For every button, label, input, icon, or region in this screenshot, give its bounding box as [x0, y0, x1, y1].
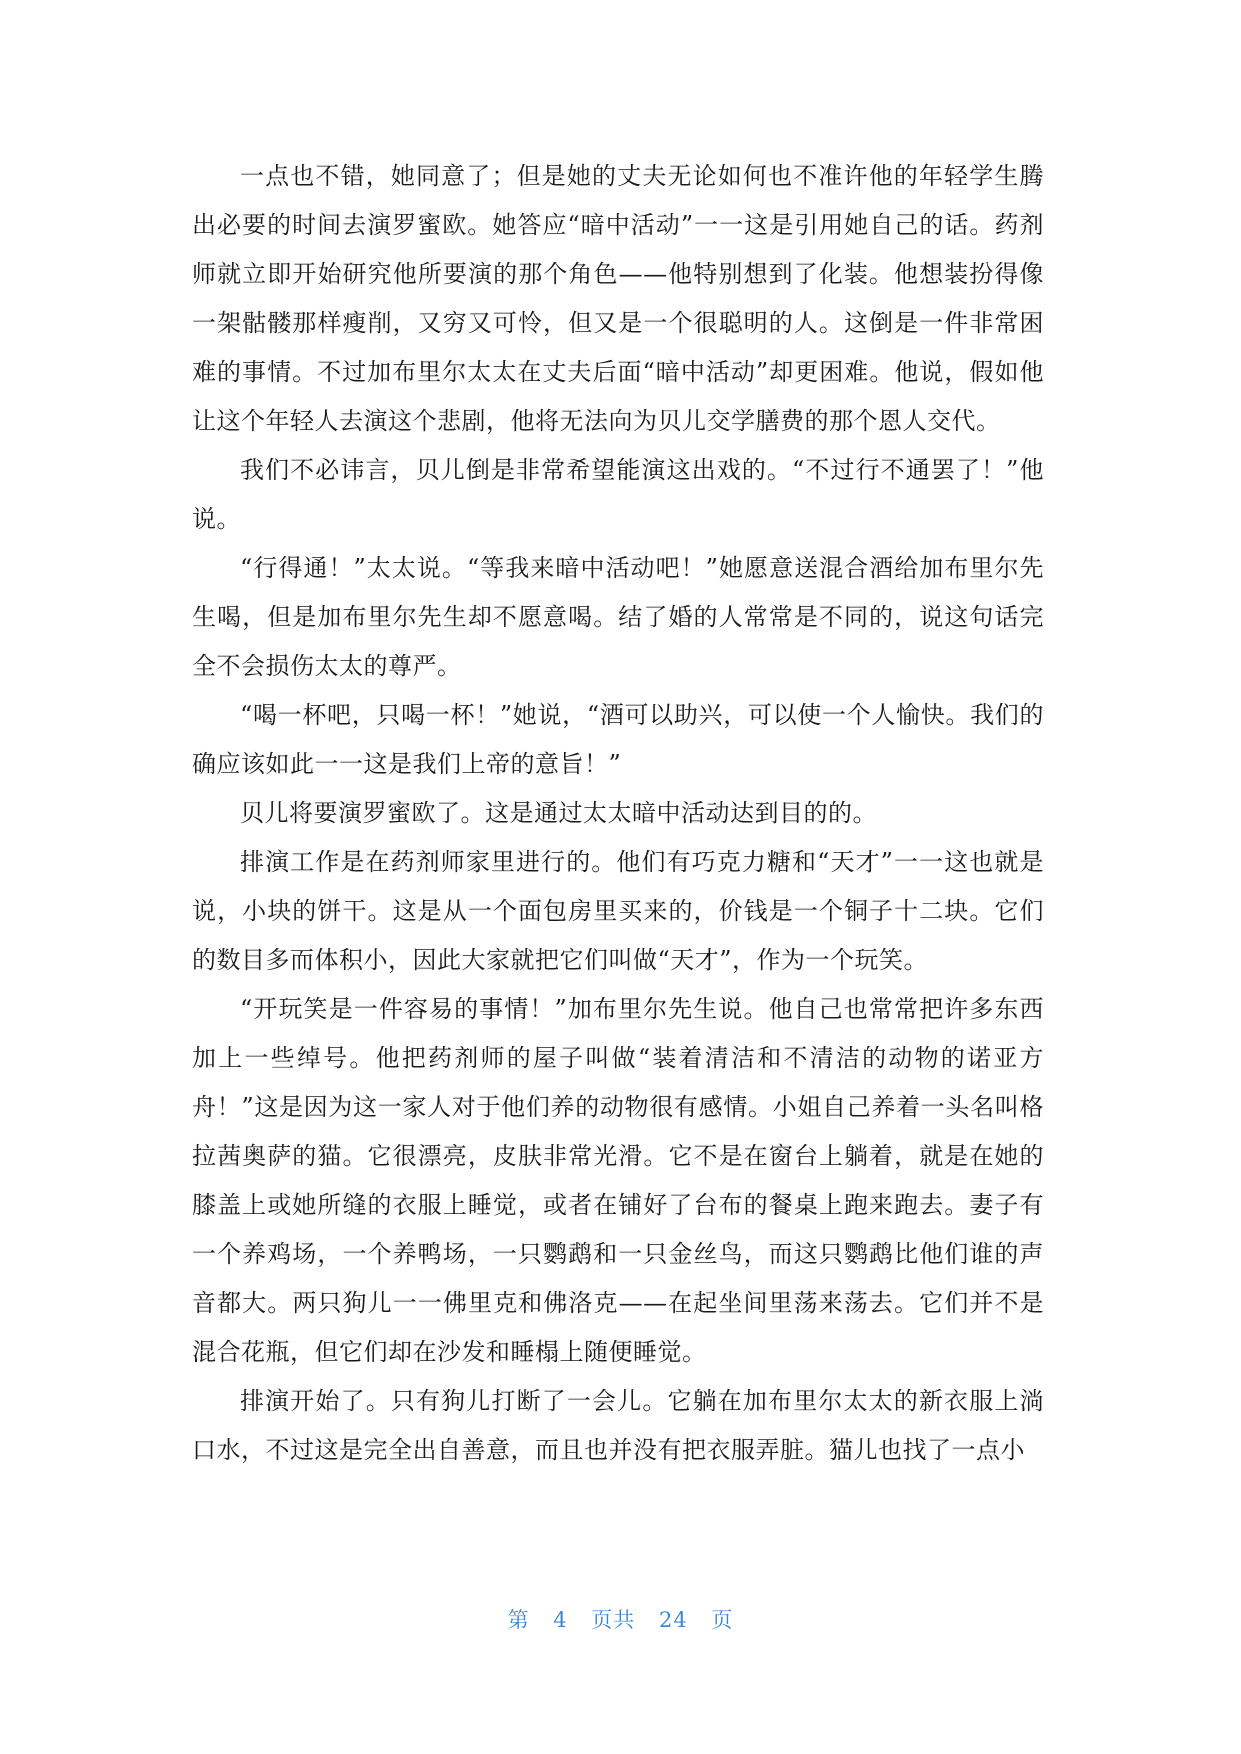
paragraph: “行得通！”太太说。“等我来暗中活动吧！”她愿意送混合酒给加布里尔先生喝，但是加布里尔先生却不愿意喝。结了婚的人常常是不同的，说这句话完全不会损伤太太的尊严。: [192, 554, 1044, 680]
footer-label-end: 页: [711, 1608, 734, 1632]
paragraph: “开玩笑是一件容易的事情！”加布里尔先生说。他自己也常常把许多东西加上一些绰号。他把药剂师的屋子叫做“装着清洁和不清洁的动物的诺亚方舟！”这是因为这一家人对于他们养的动物很有感情。小姐自己养着一头名叫格拉茜奥萨的猫。它很漂亮，皮肤非常光滑。它不是在窗台上躺着，就是在她的膝盖上或她所缝的衣服上睡觉，或者在铺好了台布的餐桌上跑来跑去。妻子有一个养鸡场，一个养鸭场，一只鹦鹉和一只金丝鸟，而这只鹦鹉比他们谁的声音都大。两只狗儿一一佛里克和佛洛克——在起坐间里荡来荡去。它们并不是混合花瓶，但它们却在沙发和睡榻上随便睡觉。: [192, 995, 1044, 1366]
footer-label-page: 第: [507, 1608, 530, 1632]
paragraph: 排演开始了。只有狗儿打断了一会儿。它躺在加布里尔太太的新衣服上淌口水，不过这是完全出自善意，而且也并没有把衣服弄脏。猫儿也找了一点小: [192, 1387, 1044, 1464]
paragraph: 贝儿将要演罗蜜欧了。这是通过太太暗中活动达到目的的。: [240, 799, 877, 827]
footer-current-page: 4: [553, 1608, 568, 1632]
paragraph: 我们不必讳言，贝儿倒是非常希望能演这出戏的。“不过行不通罢了！”他说。: [192, 456, 1044, 533]
footer-label-of: 页共: [591, 1608, 636, 1632]
document-body: [192, 152, 1044, 1475]
paragraph: 一点也不错，她同意了；但是她的丈夫无论如何也不准许他的年轻学生腾出必要的时间去演罗蜜欧。她答应“暗中活动”一一这是引用她自己的话。药剂师就立即开始研究他所要演的那个角色——他特别想到了化装。他想装扮得像一架骷髅那样瘦削，又穷又可怜，但又是一个很聪明的人。这倒是一件非常困难的事情。不过加布里尔太太在丈夫后面“暗中活动”却更困难。他说，假如他让这个年轻人去演这个悲剧，他将无法向为贝儿交学膳费的那个恩人交代。: [192, 162, 1044, 435]
page-footer: [0, 1604, 1241, 1634]
footer-total-pages: 24: [659, 1608, 688, 1632]
paragraph: “喝一杯吧，只喝一杯！”她说，“酒可以助兴，可以使一个人愉快。我们的确应该如此一一这是我们上帝的意旨！”: [192, 701, 1044, 778]
paragraph: 排演工作是在药剂师家里进行的。他们有巧克力糖和“天才”一一这也就是说，小块的饼干。这是从一个面包房里买来的，价钱是一个铜子十二块。它们的数目多而体积小，因此大家就把它们叫做“天才”，作为一个玩笑。: [192, 848, 1044, 974]
